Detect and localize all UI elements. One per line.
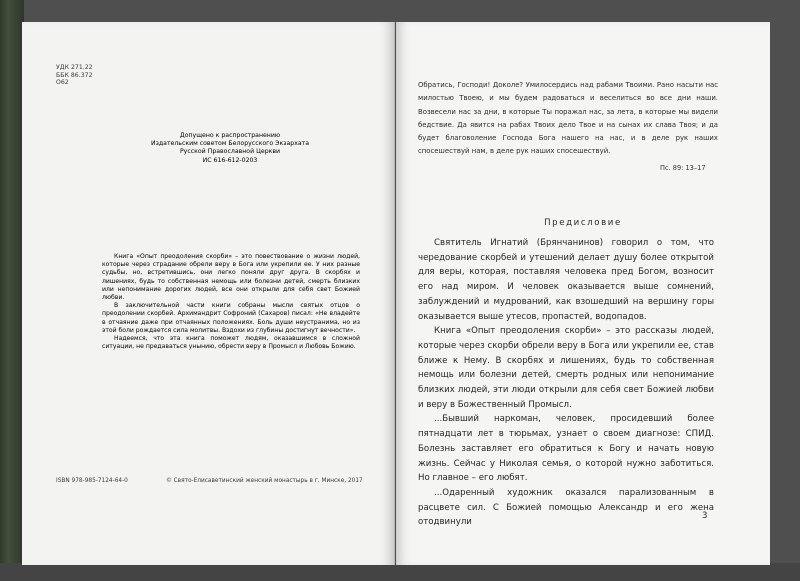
approval-line: ИС 616-612-0203 [202,156,258,164]
body-paragraph: Книга «Опыт преодоления скорби» – это рассказы людей, которые через скорби обрели веру в Бога или укрепили ее, став ближе к Нему. В скорбях и лишениях, будь то собственная немощь или болезни детей, смерть родных или непонимание близких людей, эти люди открыли для себя свет Божией любви и веру в Божественный Промысл. [418,326,714,410]
scanner-bed [0,563,800,581]
isbn: ISBN 978-985-7124-64-0 [56,478,128,484]
cutter-code: О62 [56,79,69,87]
approval-line: Русской Православной Церкви [179,148,281,156]
approval-line: Допущено к распространению [179,132,281,139]
preface-body [418,236,714,530]
psalm-epigraph: Обратись, Господи! Доколе? Умилосердись над рабами Твоими. Рано насыти нас милостью Твоею, и мы будем радоваться и веселиться во все дни наши. Возвесели нас за дни, в которые Ты поражал нас, за лета, в которые мы видели бедствие. Да явится на рабах Твоих дело Твое и на сынах их слава Твоя; и да будет благоволение Господа Бога нашего на нас, и в деле рук наших спосешествуй нам, в деле рук наших спосешествуй. [418,81,718,156]
approval-block [120,132,340,165]
annotation-paragraph: Надеемся, что эта книга поможет людям, оказавшимся в сложной ситуации, не предаваться унынию, обрести веру в Промысл и Любовь Божию. [102,335,360,351]
body-paragraph: Святитель Игнатий (Брянчанинов) говорил о том, что чередование скорбей и утешений делает душу более открытой для веры, которая, поставляя человека пред Богом, возносит его над миром. И человек оказывается выше сомнений, заблуждений и мудрований, как взошедший на вершину горы оказывается выше утесов, пропастей, водопадов. [418,238,714,322]
page-number: 3 [702,511,708,521]
udk-code: УДК 271.22 [56,64,93,71]
psalm-reference: Пс. 89: 13–17 [660,164,706,172]
classification-codes [56,64,93,87]
bbk-code: ББК 86.372 [56,71,93,79]
book-edge-left [0,0,24,581]
body-paragraph: ...Бывший наркоман, человек, просидевший более пятнадцати лет в тюрьмах, узнает о своем диагнозе: СПИД. Болезнь заставляет его обратиться к Богу и начать новую жизнь. Сейчас у Николая семья, о которой нужно заботиться. Но главное – его любят. [418,414,714,484]
body-paragraph: ...Одаренный художник оказался парализованным в расцвете сил. С Божией помощью Александр и его жена отодвинули [418,487,714,528]
annotation-paragraph: В заключительной части книги собраны мысли святых отцов о преодолении скорбей. Архимандрит Софроний (Сахаров) писал: «Не владейте в отчаяние даже при отчаянных положениях. Боль души неустранима, но из этой боли рождается сила молитвы. Вздохи из глубины достигнут вечности». [102,302,360,334]
copyright: © Свято-Елисаветинский женский монастырь в г. Минске, 2017 [166,478,363,484]
annotation [102,253,360,351]
annotation-paragraph: Книга «Опыт преодоления скорби» – это повествование о жизни людей, которые через страдание обрели веру в Бога или укрепили ее. У них разные судьбы, но, встретившись, они легко поняли друг друга. В скорбях и лишениях, будь то собственная немощь или болезни детей, смерть близких или непонимание дорогих людей, все они открыли для себя свет Божией любви. [102,253,360,302]
section-heading: Предисловие [544,218,622,228]
approval-line: Издательским советом Белорусского Экзархата [150,140,310,148]
